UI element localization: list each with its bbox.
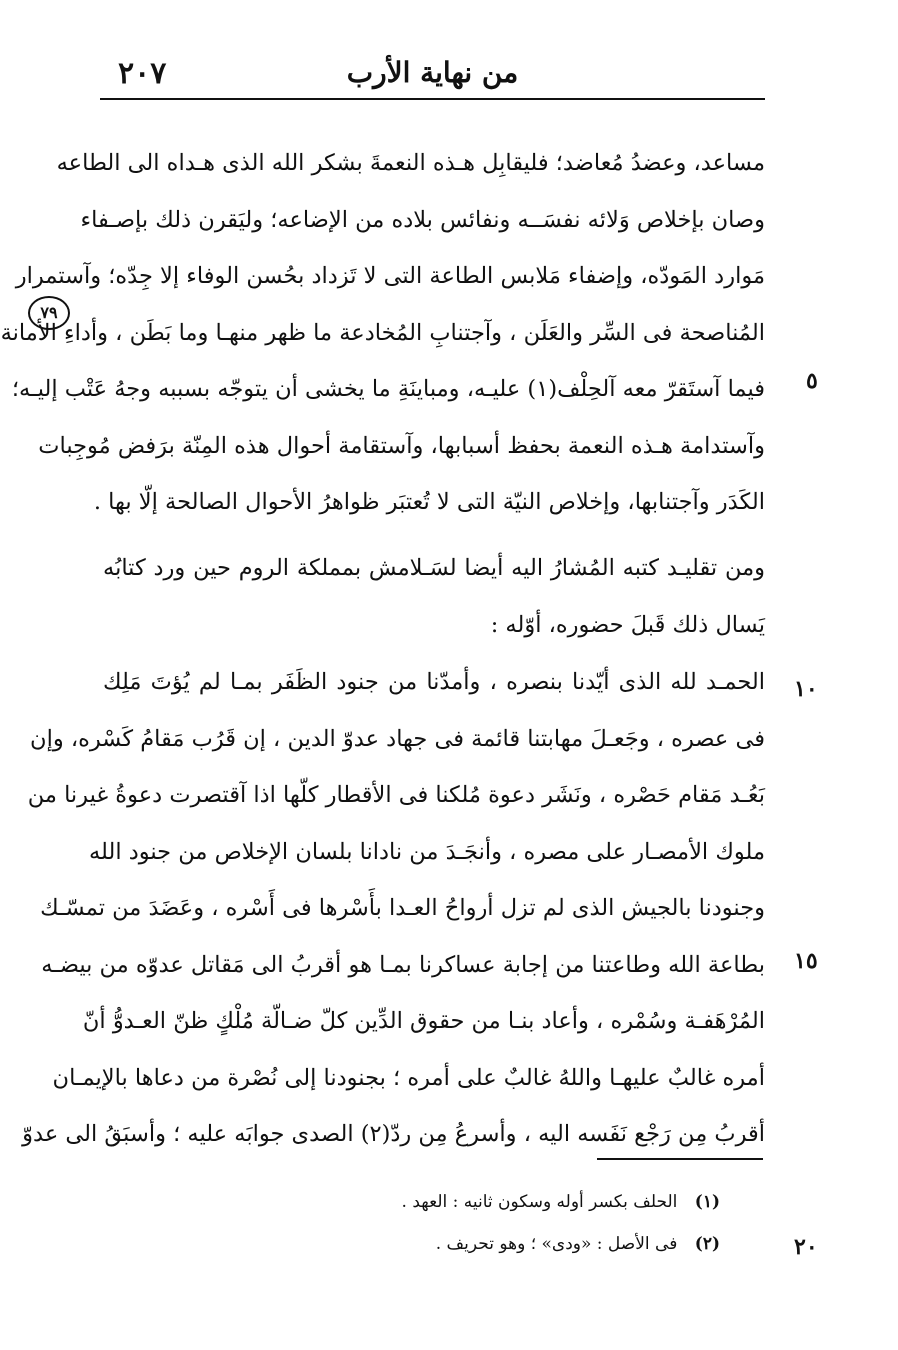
text-line: مساعد، وعضدُ مُعاضد؛ فليقابِل هـذه النعمةَ بشكر الله الذى هـداه الى الطاعه (56, 150, 765, 176)
line-number-20: ٢٠ (794, 1234, 818, 1260)
paragraph-3 (22, 654, 765, 1163)
footnote-marker: (١) (694, 1192, 720, 1212)
page-number: ٢٠٧ (118, 56, 167, 91)
text-line: فى عصره ، وجَعـلَ مهابتنا قائمة فى جهاد عدوّ الدين ، إن قَرُب مَقامُ كَسْره، وإن (30, 725, 765, 752)
footnote-text: فى الأصل : «ودى» ؛ وهو تحريف . (435, 1234, 678, 1254)
footnote-2 (300, 1234, 720, 1254)
running-title: من نهاية الأرب (346, 56, 519, 89)
text-line: وآستدامة هـذه النعمة بحفظ أسبابها، وآستقامة أحوال هذه المِنّة برَفض مُوجِبات (38, 432, 765, 459)
paragraph-2 (103, 540, 765, 653)
text-line: وجنودنا بالجيش الذى لم تزل أرواحُ العـدا بأَسْرها فى أَسْره ، وعَضَدَ من تمسّـك (40, 895, 765, 921)
text-line: أمره غالبٌ عليهـا واللهُ غالبٌ على أمره ؛ بجنودنا إلى نُصْرة من دعاها بالإيمـان (52, 1064, 765, 1091)
text-line: ملوك الأمصـار على مصره ، وأنجَـدَ من نادانا بلسان الإخلاص من جنود الله (88, 838, 765, 865)
text-line: أقربُ مِن رَجْع نَفَسه اليه ، وأسرعُ مِن ردّ(٢) الصدى جوابَه عليه ؛ وأسبَقُ الى عدوّ (22, 1121, 765, 1147)
text-line: المُرْهَفـة وسُمْره ، وأعاد بنـا من حقوق الدِّين كلّ ضـالّة مُلْكٍ ظنّ العـدوُّ أنّ (82, 1008, 765, 1034)
text-line: فيما آستَقرّ معه آلحِلْف(١) عليـه، ومباينَةِ ما يخشى أن يتوجّه بسببه وجهُ عَتْب إليـه؛ (11, 376, 765, 402)
text-line: بَعُـد مَقام حَصْره ، ونَشَر دعوة مُلكنا فى الأقطار كلّها اذا آقتصرت دعوةُ غيرنا من (27, 782, 765, 808)
line-number-15: ١٥ (794, 948, 818, 974)
footnote-marker: (٢) (694, 1234, 720, 1254)
text-line: مَوارد المَودّه، وإضفاء مَلابس الطاعة التى لا تَزداد بحُسن الوفاء إلا جِدّه؛ وآستمرار (15, 263, 765, 289)
text-line: بطاعة الله وطاعتنا من إجابة عساكرنا بمـا هو أقربُ الى مَقاتل عدوّه من بيضـه (41, 951, 765, 978)
footnote-text: الحلف بكسر أوله وسكون ثانيه : العهد . (401, 1192, 678, 1212)
line-number-5: ٥ (806, 368, 818, 394)
footnote-divider (597, 1158, 763, 1160)
text-line: يَسال ذلك قَبلَ حضوره، أوّله : (490, 611, 765, 638)
text-line: الكَدَر وآجتنابها، وإخلاص النيّة التى لا تُعتبَر ظواهرُ الأحوال الصالحة إلّا بها . (93, 489, 765, 515)
text-line: وصان بإخلاص وَلائه نفسَــه ونفائس بلاده من الإضاعه؛ وليَقرن ذلك بإصـفاء (80, 206, 765, 233)
footnote-1 (300, 1192, 720, 1212)
text-line: ومن تقليـد كتبه المُشارُ اليه أيضا لسَـلامش بمملكة الروم حين ورد كتابُه (103, 555, 765, 581)
page-header (100, 50, 765, 100)
text-line: المُناصحة فى السِّر والعَلَن ، وآجتنابِ المُخادعة ما ظهر منهـا وما بَطَن ، وأداءِ الأمانة (0, 319, 765, 346)
line-number-10: ١٠ (794, 676, 818, 702)
margin-seal: ٧٩ (28, 296, 70, 330)
text-line: الحمـد لله الذى أيّدنا بنصره ، وأمدّنا من جنود الظَفَر بمـا لم يُؤتَ مَلِك (103, 669, 765, 695)
